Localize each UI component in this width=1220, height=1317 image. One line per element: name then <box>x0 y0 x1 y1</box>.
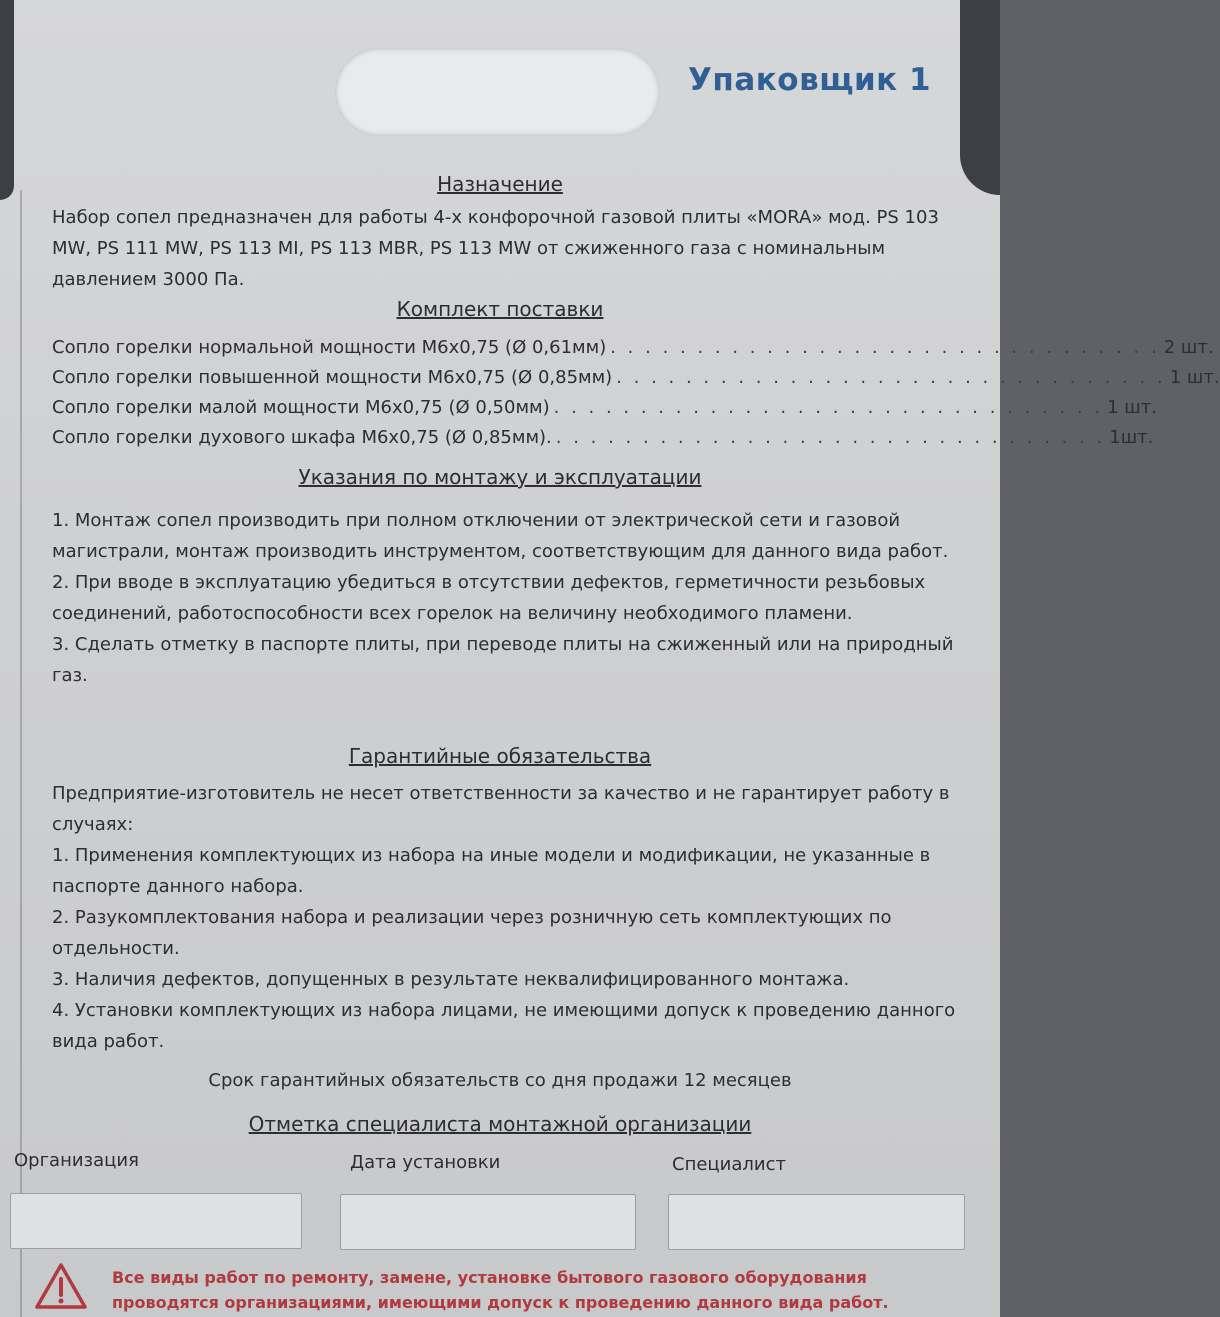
kit-item-qty: 1шт. <box>1109 427 1154 448</box>
kit-item-name: Сопло горелки повышенной мощности М6х0,75 (Ø 0,85мм) <box>52 367 613 388</box>
kit-item-name: Сопло горелки малой мощности М6х0,75 (Ø 0,50мм) <box>52 397 550 418</box>
kit-item <box>52 427 1154 457</box>
warranty-heading: Гарантийные обязательства <box>348 744 652 768</box>
purpose-text: Набор сопел предназначен для работы 4-х конфорочной газовой плиты «MORA» мод. PS 103 MW, PS 111 MW, PS 113 MI, PS 113 MBR, PS 113 MW от сжиженного газа с номинальным давлением 3000 Па. <box>52 207 939 290</box>
kit-item-name: Сопло горелки духового шкафа М6х0,75 (Ø 0,85мм). <box>52 427 552 448</box>
card-corner-left <box>0 0 14 200</box>
card-corner-right <box>960 0 1000 195</box>
leader-dots: . . . . . . . . . . . . . . . . . . . . . . . . . . . . . . . . <box>553 397 1104 418</box>
organization-label: Организация <box>14 1150 139 1171</box>
leader-dots: . . . . . . . . . . . . . . . . . . . . . . . . . . . . . . . . <box>555 427 1106 448</box>
warranty-text: Предприятие-изготовитель не несет ответственности за качество и не гарантирует работу в случаях: 1. Применения комплектующих из набора на иные модели и модификации, не указанные в паспорте данного набора. 2. Разукомплектования набора и реализации через розничную сеть комплектующих по отдельности. 3. Наличия дефектов, допущенных в результате неквалифицированного монтажа. 4. Установки комплектующих из набора лицами, не имеющими допуск к проведению данного вида работ. <box>52 783 956 1052</box>
leader-dots: . . . . . . . . . . . . . . . . . . . . . . . . . . . . . . . . <box>616 367 1166 388</box>
packer-label: Упаковщик 1 <box>688 62 932 98</box>
kit-heading: Комплект поставки <box>396 297 604 321</box>
specialist-field[interactable] <box>668 1194 965 1250</box>
kit-item-name: Сопло горелки нормальной мощности М6х0,75 (Ø 0,61мм) <box>52 337 607 358</box>
kit-item <box>52 397 1157 427</box>
leader-dots: . . . . . . . . . . . . . . . . . . . . . . . . . . . . . . . . <box>610 337 1160 358</box>
kit-item-qty: 1 шт. <box>1107 397 1157 418</box>
instructions-heading: Указания по монтажу и эксплуатации <box>298 465 702 489</box>
instructions-text: 1. Монтаж сопел производить при полном отключении от электрической сети и газовой магистрали, монтаж производить инструментом, соответствующим для данного вида работ. 2. При вводе в эксплуатацию убедиться в отсутствии дефектов, герметичности резьбовых соединений, работоспособности всех горелок на величину необходимого пламени. 3. Сделать отметку в паспорте плиты, при переводе плиты на сжиженный или на природный газ. <box>52 510 954 686</box>
purpose-heading: Назначение <box>437 172 563 196</box>
kit-item-qty: 1 шт. <box>1169 367 1220 388</box>
kit-item <box>52 367 1220 397</box>
organization-field[interactable] <box>10 1193 302 1249</box>
install-date-field[interactable] <box>340 1194 636 1250</box>
kit-item <box>52 337 1214 367</box>
specialist-label: Специалист <box>672 1154 786 1175</box>
warning-text: Все виды работ по ремонту, замене, установке бытового газового оборудования проводятся организациями, имеющими допуск к проведению данного вида работ. <box>112 1268 889 1312</box>
kit-item-qty: 2 шт. <box>1163 337 1214 358</box>
hang-hole <box>335 48 660 136</box>
warranty-period: Срок гарантийных обязательств со дня продажи 12 месяцев <box>208 1070 792 1091</box>
installer-heading: Отметка специалиста монтажной организации <box>248 1112 752 1136</box>
warning-triangle-icon <box>35 1262 87 1310</box>
install-date-label: Дата установки <box>350 1152 501 1173</box>
